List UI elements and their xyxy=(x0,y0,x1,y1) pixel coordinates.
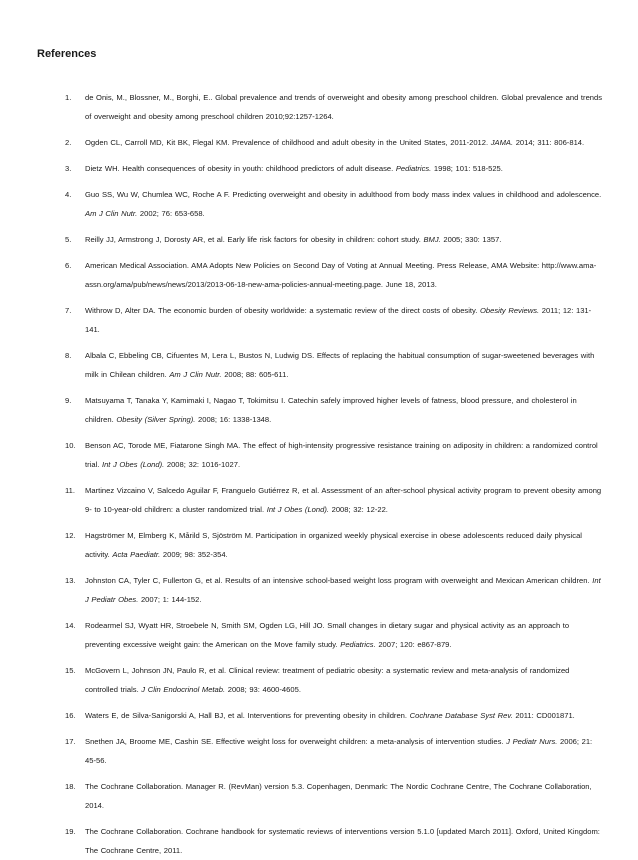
reference-segment: 2006; 21: 45-56. xyxy=(85,737,593,765)
reference-segment: The Cochrane Collaboration. Manager R. (RevMan) version 5.3. Copenhagen, Denmark: The Nordic Cochrane Centre, The Cochrane Collaboration, 2014. xyxy=(85,782,592,810)
reference-number: 18. xyxy=(65,782,76,791)
reference-segment: 2008; 93: 4600-4605. xyxy=(225,685,301,694)
reference-text xyxy=(85,88,604,126)
journal-title: Pediatrics. xyxy=(340,640,376,649)
reference-item xyxy=(37,481,604,519)
reference-item xyxy=(37,732,604,770)
reference-item xyxy=(37,346,604,384)
reference-item xyxy=(37,159,604,178)
journal-title: JAMA. xyxy=(490,138,514,147)
reference-segment: American Medical Association. AMA Adopts New Policies on Second Day of Voting at Annual Meeting. Press Release, AMA Website: http://www.ama-assn.org/ama/pub/news/news/2013/2013-06-18-new-ama-policies-annual-meeting.page. June 18, 2013. xyxy=(85,261,597,289)
reference-text xyxy=(85,732,604,770)
reference-item xyxy=(37,661,604,699)
reference-text xyxy=(85,706,604,725)
journal-title: BMJ. xyxy=(423,235,441,244)
reference-text xyxy=(85,256,604,294)
journal-title: Int J Pediatr Obes. xyxy=(85,576,601,604)
reference-segment: Martinez Vizcaino V, Salcedo Aguilar F, Franguelo Gutiérrez R, et al. Assessment of an after-school physical activity program to prevent obesity among 9- to 10-year-old children: a cluster randomized trial. xyxy=(85,486,602,514)
reference-number: 12. xyxy=(65,531,76,540)
reference-segment: Guo SS, Wu W, Chumlea WC, Roche A F. Predicting overweight and obesity in adulthood from body mass index values in childhood and adolescence. xyxy=(85,190,602,199)
reference-segment: 2011: CD001871. xyxy=(512,711,575,720)
reference-number: 6. xyxy=(65,261,72,270)
journal-title: Cochrane Database Syst Rev. xyxy=(409,711,513,720)
reference-segment: Rodearmel SJ, Wyatt HR, Stroebele N, Smith SM, Ogden LG, Hill JO. Small changes in dietary sugar and physical activity as an approach to preventing excessive weight gain: the American on the Move family study. xyxy=(85,621,570,649)
reference-number: 4. xyxy=(65,190,72,199)
reference-text xyxy=(85,346,604,384)
reference-text xyxy=(85,571,604,609)
reference-text xyxy=(85,822,604,860)
reference-number: 16. xyxy=(65,711,76,720)
reference-segment: 2009; 98: 352-354. xyxy=(160,550,228,559)
reference-item xyxy=(37,391,604,429)
reference-text xyxy=(85,616,604,654)
reference-item xyxy=(37,571,604,609)
reference-text xyxy=(85,481,604,519)
reference-text xyxy=(85,133,604,152)
reference-text xyxy=(85,185,604,223)
reference-number: 17. xyxy=(65,737,76,746)
reference-segment: 2014; 311: 806-814. xyxy=(513,138,585,147)
reference-item xyxy=(37,616,604,654)
reference-number: 13. xyxy=(65,576,76,585)
reference-item xyxy=(37,822,604,860)
reference-text xyxy=(85,230,604,249)
reference-segment: 1998; 101: 518-525. xyxy=(431,164,503,173)
reference-item xyxy=(37,88,604,126)
reference-segment: 2007; 1: 144-152. xyxy=(138,595,202,604)
reference-segment: Snethen JA, Broome ME, Cashin SE. Effective weight loss for overweight children: a meta-analysis of intervention studies. xyxy=(85,737,507,746)
reference-list xyxy=(37,88,604,860)
journal-title: J Pediatr Nurs. xyxy=(506,737,558,746)
journal-title: Pediatrics. xyxy=(395,164,432,173)
reference-text xyxy=(85,436,604,474)
reference-item xyxy=(37,256,604,294)
reference-segment: The Cochrane Collaboration. Cochrane handbook for systematic reviews of interventions version 5.1.0 [updated March 2011]. Oxford, United Kingdom: The Cochrane Centre, 2011. xyxy=(85,827,600,855)
reference-segment: Dietz WH. Health consequences of obesity in youth: childhood predictors of adult disease. xyxy=(85,164,396,173)
reference-segment: 2008; 88: 605-611. xyxy=(221,370,289,379)
reference-item xyxy=(37,436,604,474)
reference-segment: McGovern L, Johnson JN, Paulo R, et al. Clinical review: treatment of pediatric obesity: a systematic review and meta-analysis of randomized controlled trials. xyxy=(85,666,570,694)
reference-segment: 2002; 76: 653-658. xyxy=(137,209,205,218)
reference-segment: Waters E, de Silva-Sanigorski A, Hall BJ, et al. Interventions for preventing obesity in children. xyxy=(85,711,410,720)
reference-segment: Reilly JJ, Armstrong J, Dorosty AR, et al. Early life risk factors for obesity in children: cohort study. xyxy=(85,235,424,244)
reference-segment: Withrow D, Alter DA. The economic burden of obesity worldwide: a systematic review of the direct costs of obesity. xyxy=(85,306,480,315)
journal-title: J Clin Endocrinol Metab. xyxy=(141,685,226,694)
reference-number: 15. xyxy=(65,666,76,675)
reference-item xyxy=(37,301,604,339)
reference-text xyxy=(85,159,604,178)
reference-number: 1. xyxy=(65,93,72,102)
journal-title: Am J Clin Nutr. xyxy=(85,209,138,218)
reference-segment: Hagströmer M, Elmberg K, Mårild S, Sjöström M. Participation in organized weekly physical exercise in obese adolescents reduced daily physical activity. xyxy=(85,531,582,559)
reference-number: 3. xyxy=(65,164,72,173)
reference-segment: Johnston CA, Tyler C, Fullerton G, et al. Results of an intensive school-based weight loss program with overweight and Mexican American children. xyxy=(85,576,593,585)
reference-number: 14. xyxy=(65,621,76,630)
reference-number: 8. xyxy=(65,351,72,360)
reference-segment: Benson AC, Torode ME, Fiatarone Singh MA. The effect of high-intensity progressive resistance training on adiposity in children: a randomized control trial. xyxy=(85,441,598,469)
reference-text xyxy=(85,526,604,564)
reference-segment: 2011; 12: 131-141. xyxy=(85,306,592,334)
reference-item xyxy=(37,706,604,725)
reference-segment: de Onis, M., Blossner, M., Borghi, E.. Global prevalence and trends of overweight and obesity among preschool children. Global prevalence and trends of overweight and obesity among preschool children 2010;92:1257-1264. xyxy=(85,93,603,121)
journal-title: Acta Paediatr. xyxy=(112,550,161,559)
journal-title: Obesity (Silver Spring). xyxy=(116,415,196,424)
reference-item xyxy=(37,777,604,815)
reference-item xyxy=(37,230,604,249)
reference-text xyxy=(85,777,604,815)
reference-segment: 2008; 32: 1016-1027. xyxy=(164,460,241,469)
reference-number: 5. xyxy=(65,235,72,244)
reference-segment: Albala C, Ebbeling CB, Cifuentes M, Lera L, Bustos N, Ludwig DS. Effects of replacing the habitual consumption of sugar-sweetened beverages with milk in Chilean children. xyxy=(85,351,595,379)
reference-number: 11. xyxy=(65,486,75,495)
reference-item xyxy=(37,526,604,564)
reference-segment: 2008; 16: 1338-1348. xyxy=(195,415,272,424)
reference-segment: 2008; 32: 12-22. xyxy=(328,505,388,514)
references-heading: References xyxy=(37,48,97,60)
reference-segment: Ogden CL, Carroll MD, Kit BK, Flegal KM. Prevalence of childhood and adult obesity in the United States, 2011-2012. xyxy=(85,138,491,147)
journal-title: Obesity Reviews. xyxy=(479,306,540,315)
reference-segment: 2007; 120: e867-879. xyxy=(375,640,452,649)
reference-segment: Matsuyama T, Tanaka Y, Kamimaki I, Nagao T, Tokimitsu I. Catechin safely improved higher levels of fatness, blood pressure, and cholesterol in children. xyxy=(85,396,577,424)
reference-text xyxy=(85,661,604,699)
reference-number: 19. xyxy=(65,827,76,836)
journal-title: Am J Clin Nutr. xyxy=(169,370,222,379)
reference-number: 10. xyxy=(65,441,76,450)
reference-item xyxy=(37,185,604,223)
reference-number: 9. xyxy=(65,396,72,405)
reference-number: 7. xyxy=(65,306,72,315)
reference-text xyxy=(85,301,604,339)
journal-title: Int J Obes (Lond). xyxy=(266,505,329,514)
reference-text xyxy=(85,391,604,429)
reference-item xyxy=(37,133,604,152)
reference-segment: 2005; 330: 1357. xyxy=(440,235,502,244)
journal-title: Int J Obes (Lond). xyxy=(101,460,165,469)
reference-number: 2. xyxy=(65,138,72,147)
